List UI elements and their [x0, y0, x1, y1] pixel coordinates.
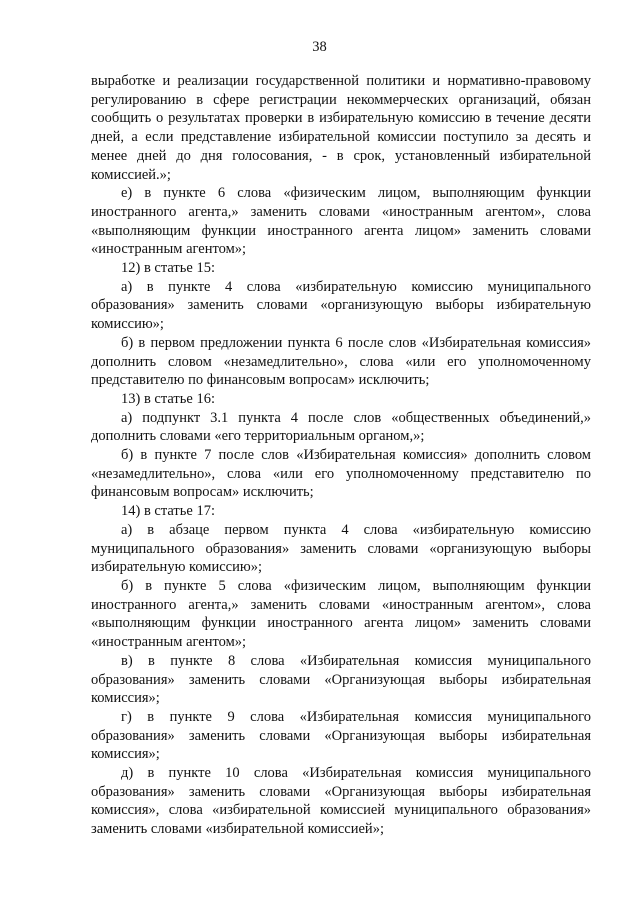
paragraph-item-12b: б) в первом предложении пункта 6 после слов «Избирательная комиссия» дополнить словом «незамедлительно», слова «или его уполномоченному представителю по финансовым вопросам» исключить; [91, 334, 591, 389]
paragraph-continuation: выработке и реализации государственной политики и нормативно-правовому регулированию в сфере регистрации некоммерческих организаций, обязан сообщить о результатах проверки в избирательную комиссию в течение десяти дней, а если представление избирательной комиссии поступило за десять и менее дней до дня голосования, - в срок, установленный избирательной комиссией.»; [91, 73, 591, 183]
paragraph-item-13b: б) в пункте 7 после слов «Избирательная комиссия» дополнить словом «незамедлительно», слова «или его уполномоченному представителю по финансовым вопросам» исключить; [91, 447, 591, 501]
document-body [91, 72, 591, 839]
paragraph-item-13: 13) в статье 16: [121, 390, 215, 407]
paragraph-item-14b: б) в пункте 5 слова «физическим лицом, выполняющим функции иностранного агента,» заменить словами «иностранным агентом», слова «выполняющим функции иностранного агента лицом» заменить словами «иностранным агентом»; [91, 577, 591, 651]
paragraph-item-e: е) в пункте 6 слова «физическим лицом, выполняющим функции иностранного агента,» заменить словами «иностранным агентом», слова «выполняющим функции иностранного агента лицом» заменить словами «иностранным агентом»; [91, 185, 591, 258]
paragraph-item-14v: в) в пункте 8 слова «Избирательная комиссия муниципального образования» заменить словами «Организующая выборы избирательная комиссия»; [91, 652, 591, 707]
page-number: 38 [312, 39, 327, 55]
paragraph-item-14d: д) в пункте 10 слова «Избирательная комиссия муниципального образования» заменить словами «Организующая выборы избирательная комиссия», слова «избирательной комиссией муниципального образования» заменить словами «избирательной комиссией»; [91, 765, 591, 838]
paragraph-item-13a: а) подпункт 3.1 пункта 4 после слов «общественных объединений,» дополнить словами «его территориальным органом,»; [91, 409, 591, 445]
paragraph-item-14a: а) в абзаце первом пункта 4 слова «избирательную комиссию муниципального образования» заменить словами «организующую выборы избирательную комиссию»; [91, 521, 591, 576]
paragraph-item-14g: г) в пункте 9 слова «Избирательная комиссия муниципального образования» заменить словами «Организующая выборы избирательная комиссия»; [91, 708, 591, 763]
paragraph-item-12: 12) в статье 15: [121, 260, 215, 277]
paragraph-item-14: 14) в статье 17: [121, 503, 215, 520]
paragraph-item-12a: а) в пункте 4 слова «избирательную комиссию муниципального образования» заменить словами «организующую выборы избирательную комиссию»; [91, 278, 591, 333]
